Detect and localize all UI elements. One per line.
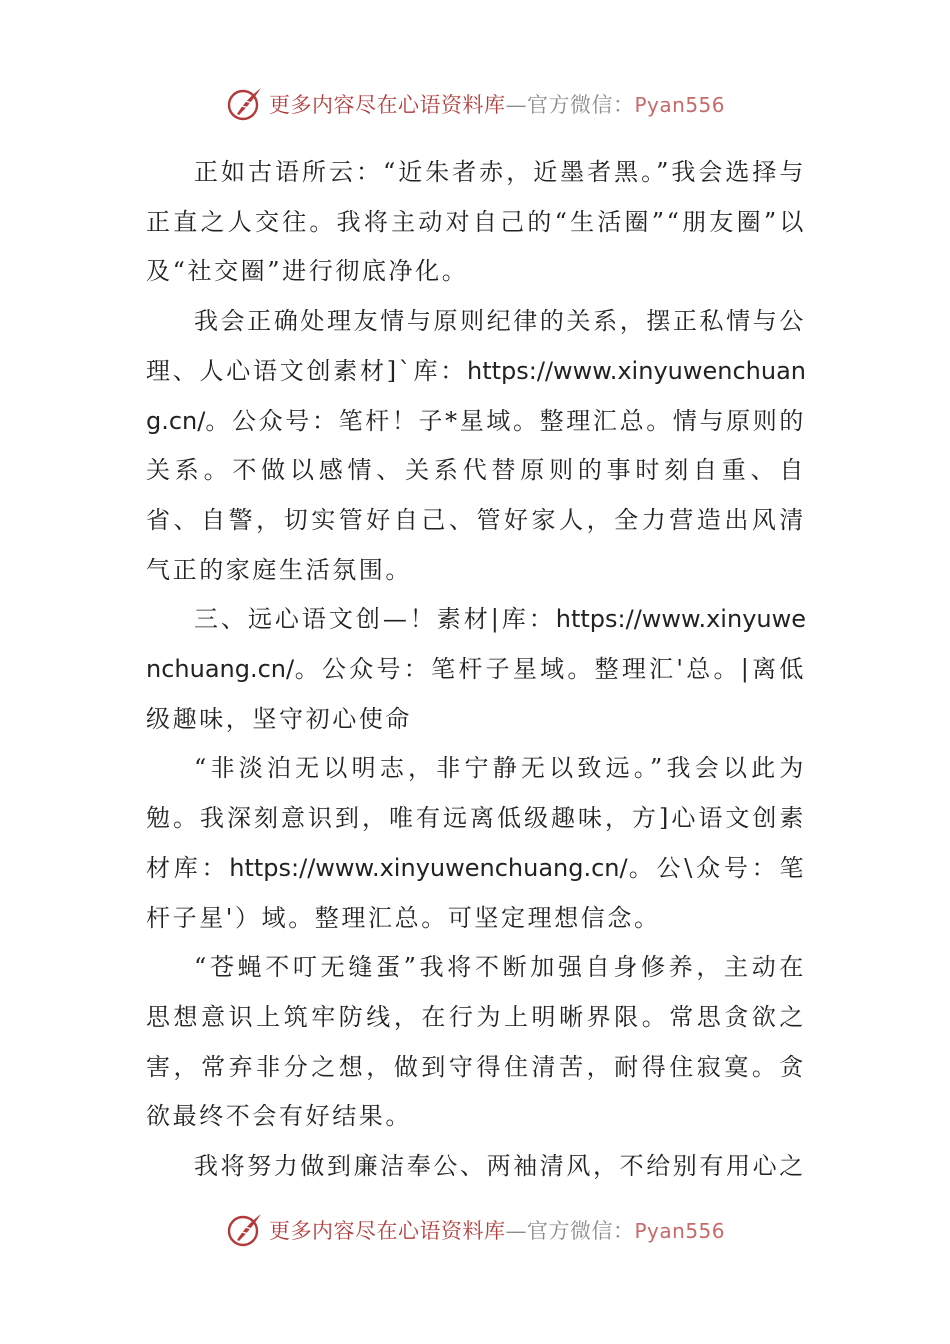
quill-logo-icon xyxy=(225,1210,265,1250)
paragraph-6: 我将努力做到廉洁奉公、两袖清风，不给别有用心之 xyxy=(194,1152,806,1181)
footer-banner xyxy=(0,1208,950,1252)
banner-site-text: 更多内容尽在心语资料库 xyxy=(268,1219,506,1243)
banner-dash-text: —官方微信： xyxy=(505,1219,635,1243)
url-text: https://www.xinyuwenchuang.cn/ xyxy=(146,605,806,684)
url-text: https://www.xinyuwenchuang.cn/ xyxy=(229,853,628,882)
url-text: https://www.xinyuwenchuang.cn/ xyxy=(146,356,806,435)
banner-dash-text: —官方微信： xyxy=(505,93,635,117)
header-banner xyxy=(0,82,950,126)
banner-wechat-id: Pyan556 xyxy=(634,93,725,117)
paragraph-5: “苍蝇不叮无缝蛋”我将不断加强自身修养，主动在思想意识上筑牢防线，在行为上明晰界限。常思贪欲之害，常弃非分之想，做到守得住清苦，耐得住寂寞。贪欲最终不会有好结果。 xyxy=(146,953,806,1131)
paragraph-3: 三、远心语文创—！素材|库：https://www.xinyuwenchuang.cn/。公众号：笔杆子星域。整理汇'总。|离低级趣味，坚守初心使命 xyxy=(146,605,806,733)
banner-wechat-id: Pyan556 xyxy=(634,1219,725,1243)
document-body xyxy=(146,148,806,1192)
paragraph-2: 我会正确处理友情与原则纪律的关系，摆正私情与公理、人心语文创素材]`库：https://www.xinyuwenchuang.cn/。公众号：笔杆！子*星域。整理汇总。情与原则的关系。不做以感情、关系代替原则的事时刻自重、自省、自警，切实管好自己、管好家人，全力营造出风清气正的家庭生活氛围。 xyxy=(146,307,806,584)
paragraph-4: “非淡泊无以明志，非宁静无以致远。”我会以此为勉。我深刻意识到，唯有远离低级趣味，方]心语文创素材库：https://www.xinyuwenchuang.cn/。公\众号：笔杆子星'）域。整理汇总。可坚定理想信念。 xyxy=(146,754,806,932)
quill-logo-icon xyxy=(225,84,265,124)
paragraph-1: 正如古语所云：“近朱者赤，近墨者黑。”我会选择与正直之人交往。我将主动对自己的“生活圈”“朋友圈”以及“社交圈”进行彻底净化。 xyxy=(146,158,806,286)
banner-site-text: 更多内容尽在心语资料库 xyxy=(268,93,506,117)
